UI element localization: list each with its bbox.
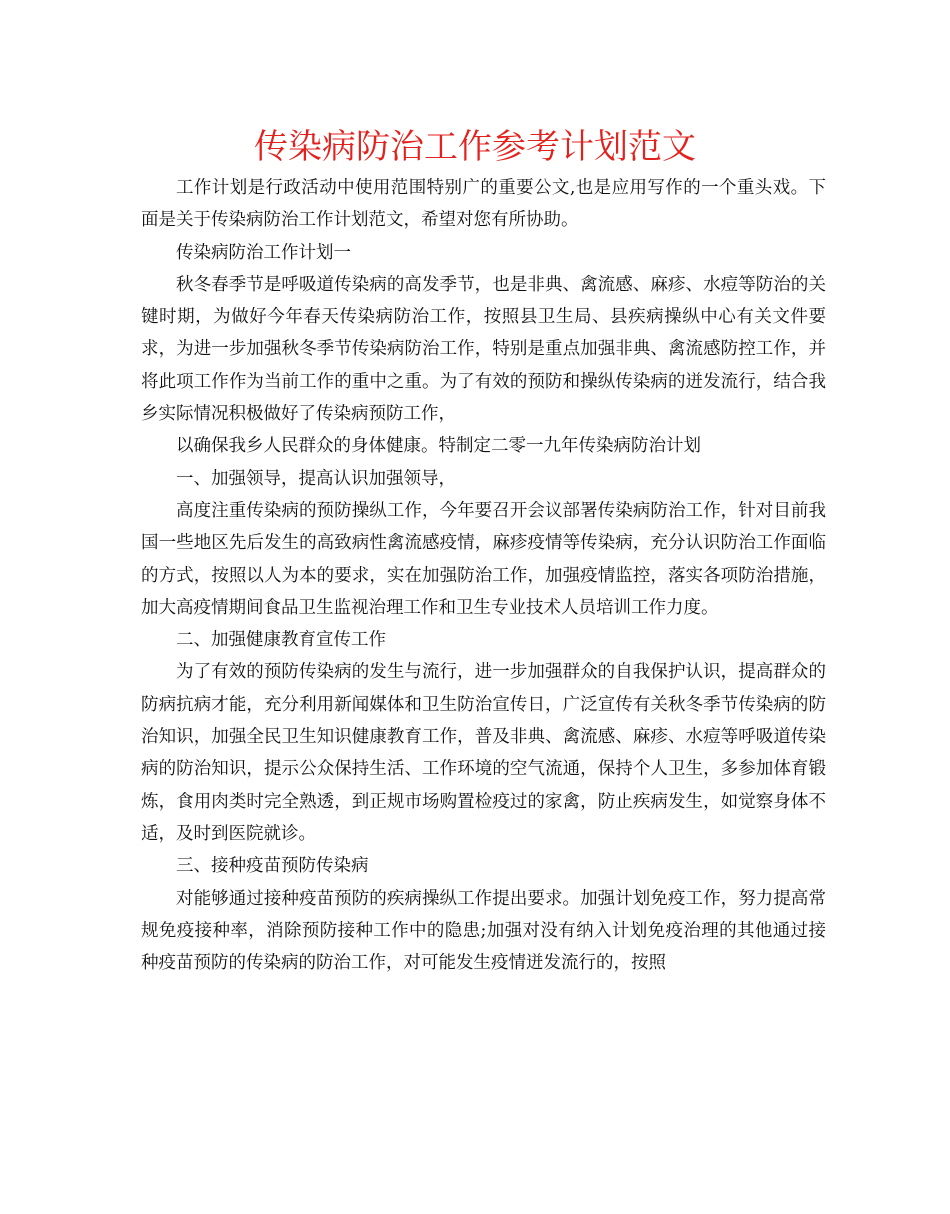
section-heading-3: 三、接种疫苗预防传染病: [176, 856, 369, 877]
document-body: [141, 172, 826, 979]
paragraph-purpose: 以确保我乡人民群众的身体健康。特制定二零一九年传染病防治计划: [176, 436, 701, 457]
paragraph-section-2: 为了有效的预防传染病的发生与流行，进一步加强群众的自我保护认识，提高群众的防病抗病才能，充分利用新闻媒体和卫生防治宣传日，广泛宣传有关秋冬季节传染病的防治知识，加强全民卫生知识健康教育工作，普及非典、禽流感、麻疹、水痘等呼吸道传染病的防治知识，提示公众保持生活、工作环境的空气流通，保持个人卫生，多参加体育锻炼，食用肉类时完全熟透，到正规市场购置检疫过的家禽，防止疾病发生，如觉察身体不适，及时到医院就诊。: [141, 662, 826, 844]
paragraph-plan-heading: 传染病防治工作计划一: [176, 242, 351, 263]
paragraph-section-3: 对能够通过接种疫苗预防的疾病操纵工作提出要求。加强计划免疫工作，努力提高常规免疫接种率，消除预防接种工作中的隐患;加强对没有纳入计划免疫治理的其他通过接种疫苗预防的传染病的防治工作，对可能发生疫情迸发流行的，按照: [141, 888, 826, 974]
section-heading-2: 二、加强健康教育宣传工作: [176, 630, 386, 651]
paragraph-season: 秋冬春季节是呼吸道传染病的高发季节，也是非典、禽流感、麻疹、水痘等防治的关键时期，为做好今年春天传染病防治工作，按照县卫生局、县疾病操纵中心有关文件要求，为进一步加强秋冬季节传染病防治工作，特别是重点加强非典、禽流感防控工作，并将此项工作作为当前工作的重中之重。为了有效的预防和操纵传染病的迸发流行，结合我乡实际情况积极做好了传染病预防工作，: [141, 274, 826, 425]
document-title: 传染病防治工作参考计划范文: [254, 127, 696, 167]
paragraph-section-1: 高度注重传染病的预防操纵工作，今年要召开会议部署传染病防治工作，针对目前我国一些地区先后发生的高致病性禽流感疫情，麻疹疫情等传染病，充分认识防治工作面临的方式，按照以人为本的要求，实在加强防治工作，加强疫情监控，落实各项防治措施，加大高疫情期间食品卫生监视治理工作和卫生专业技术人员培训工作力度。: [141, 500, 826, 618]
section-heading-1: 一、加强领导，提高认识加强领导，: [176, 468, 456, 489]
paragraph-intro: 工作计划是行政活动中使用范围特别广的重要公文,也是应用写作的一个重头戏。下面是关于传染病防治工作计划范文，希望对您有所协助。: [141, 178, 826, 231]
